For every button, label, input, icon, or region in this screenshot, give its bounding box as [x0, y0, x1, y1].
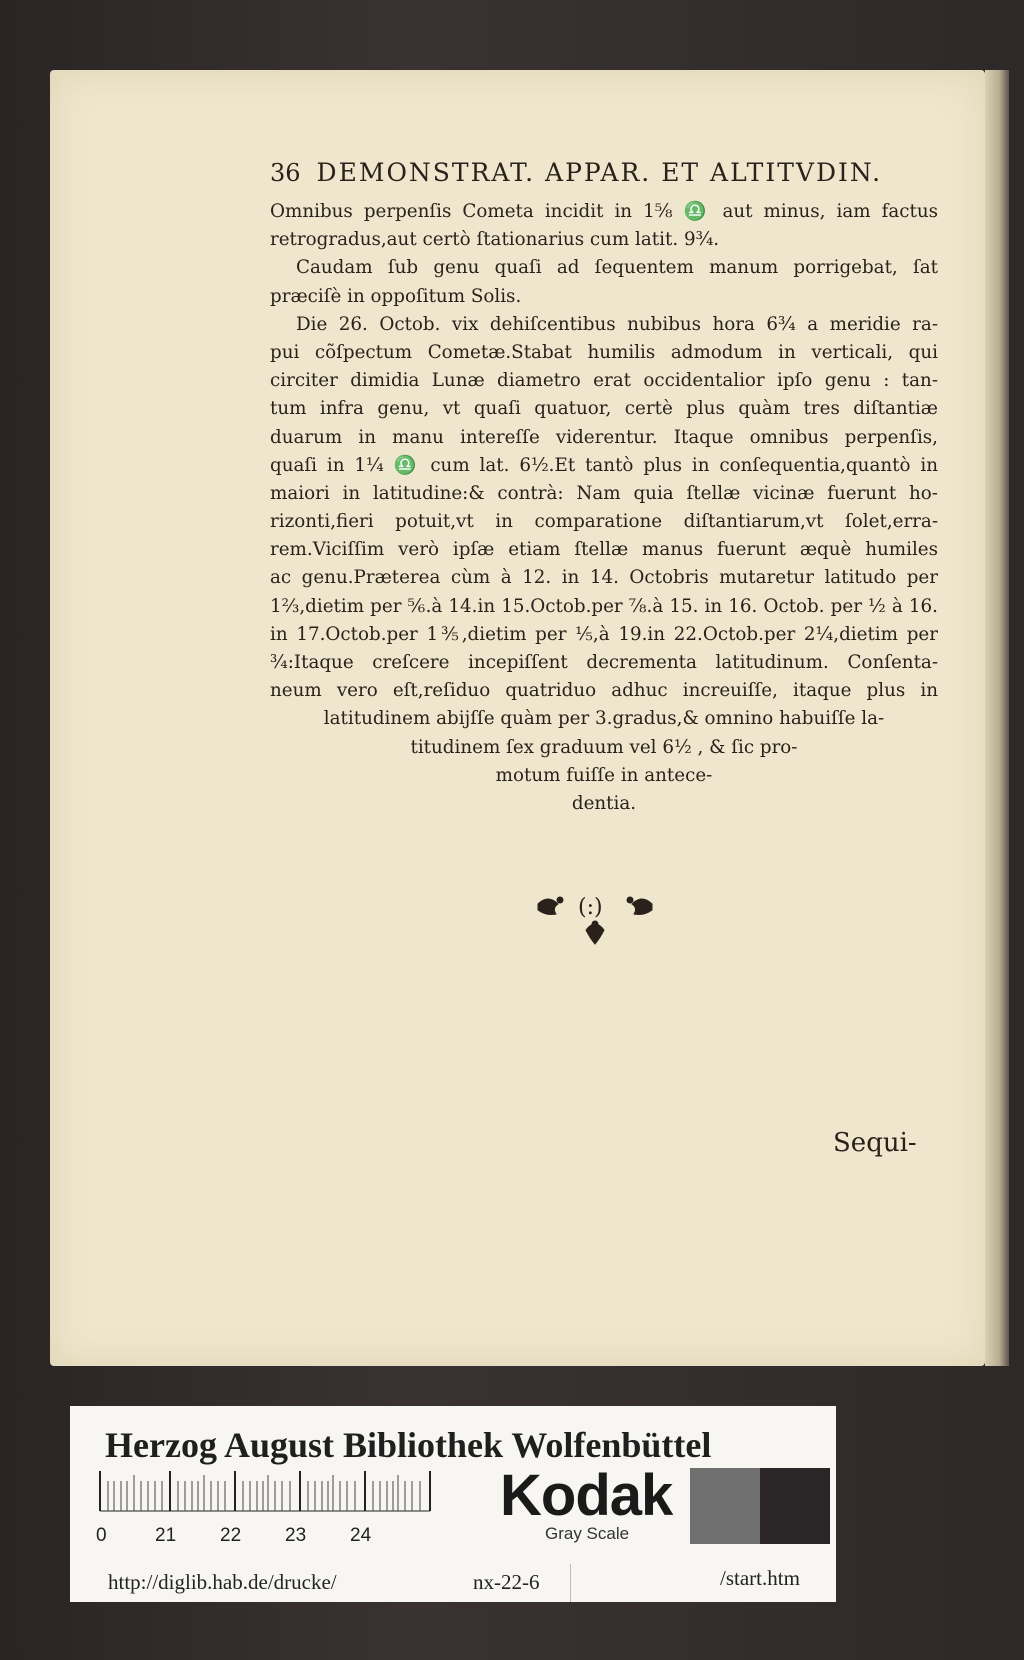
page-edge [985, 70, 1009, 1366]
text-line: latitudinem abijſſe quàm per 3.gradus,& omnino habuiſſe la- [323, 708, 885, 730]
text-line: in 17.Octob.per 1⅗,dietim per ⅕,à 19.in 22.Octob.per 2¼,dietim per [270, 623, 938, 645]
body-text [270, 198, 938, 818]
text-line: rizonti,fieri potuit,vt in comparatione diſtantiarum,vt ſolet,erra- [270, 511, 938, 533]
text-line: 1⅔,dietim per ⅚.à 14.in 15.Octob.per ⅞.à 15. in 16. Octob. per ½ à 16. [270, 595, 938, 617]
text-line: ac genu.Præterea cùm à 12. in 14. Octobris mutaretur latitudo per [270, 567, 938, 589]
library-name: Herzog August Bibliothek Wolfenbüttel [105, 1425, 712, 1465]
running-title: DEMONSTRAT. APPAR. ET ALTITVDIN. [316, 158, 883, 187]
ruler-label: 22 [220, 1525, 242, 1546]
text-line: retrogradus,aut certò ſtationarius cum latit. 9¾. [270, 229, 720, 251]
ruler-label: 0 [96, 1525, 107, 1546]
svg-text:(:): (:) [578, 895, 603, 920]
text-line: Caudam ſub genu quaſi ad ſequentem manum porrigebat, ſat [296, 257, 938, 279]
scale-ruler [96, 1471, 440, 1551]
gray-swatch-dark [760, 1468, 830, 1544]
text-line: titudinem ſex graduum vel 6½ , & ſic pro- [410, 736, 798, 758]
text-line: præciſè in oppoſitum Solis. [270, 285, 522, 307]
text-line: rem.Viciſſim verò ipſæ etiam ſtellæ manus fuerunt æquè humiles [270, 539, 938, 561]
catchword: Sequi- [833, 1128, 917, 1158]
ruler-label: 23 [285, 1525, 307, 1546]
text-line: motum fuiſſe in antece- [495, 764, 713, 786]
shelfmark: nx-22-6 [473, 1570, 540, 1594]
running-header [270, 158, 910, 187]
gray-swatch-mid [690, 1468, 760, 1544]
ruler-label: 21 [155, 1525, 177, 1546]
page-number: 36 [270, 159, 301, 187]
library-color-card [70, 1406, 836, 1602]
text-line: pui cõſpectum Cometæ.Stabat humilis admodum in verticali, qui [270, 341, 938, 363]
ruler-label: 24 [350, 1525, 372, 1546]
grayscale-label: Gray Scale [545, 1524, 630, 1543]
text-line: neum vero eſt,reſiduo quatriduo adhuc increuiſſe, itaque plus in [270, 680, 938, 702]
fleuron-ornament-icon [530, 890, 660, 950]
text-line: maiori in latitudine:& contrà: Nam quia ſtellæ vicinæ fuerunt ho- [270, 482, 938, 504]
kodak-logo: Kodak [500, 1463, 673, 1528]
text-line: Omnibus perpenſis Cometa incidit in 1⅝ ♎ aut minus, iam factus [270, 201, 938, 222]
text-line: circiter dimidia Lunæ diametro erat occidentalior ipſo genu : tan- [270, 370, 938, 392]
text-line: Die 26. Octob. vix dehiſcentibus nubibus hora 6¾ a meridie ra- [296, 313, 938, 335]
start-page-path: /start.htm [720, 1566, 800, 1590]
text-line: duarum in manu intereſſe viderentur. Itaque omnibus perpenſis, [270, 426, 938, 448]
card-divider [570, 1564, 571, 1602]
library-url: http://diglib.hab.de/drucke/ [108, 1570, 337, 1594]
text-line: ¾:Itaque creſcere incepiſſent decrementa latitudinum. Conſenta- [270, 652, 938, 673]
text-line: dentia. [571, 792, 637, 814]
text-line: quaſi in 1¼ ♎ cum lat. 6½.Et tantò plus in conſequentia,quantò in [270, 454, 938, 476]
text-line: tum infra genu, vt quaſi quatuor, certè plus quàm tres diſtantiæ [270, 398, 938, 420]
